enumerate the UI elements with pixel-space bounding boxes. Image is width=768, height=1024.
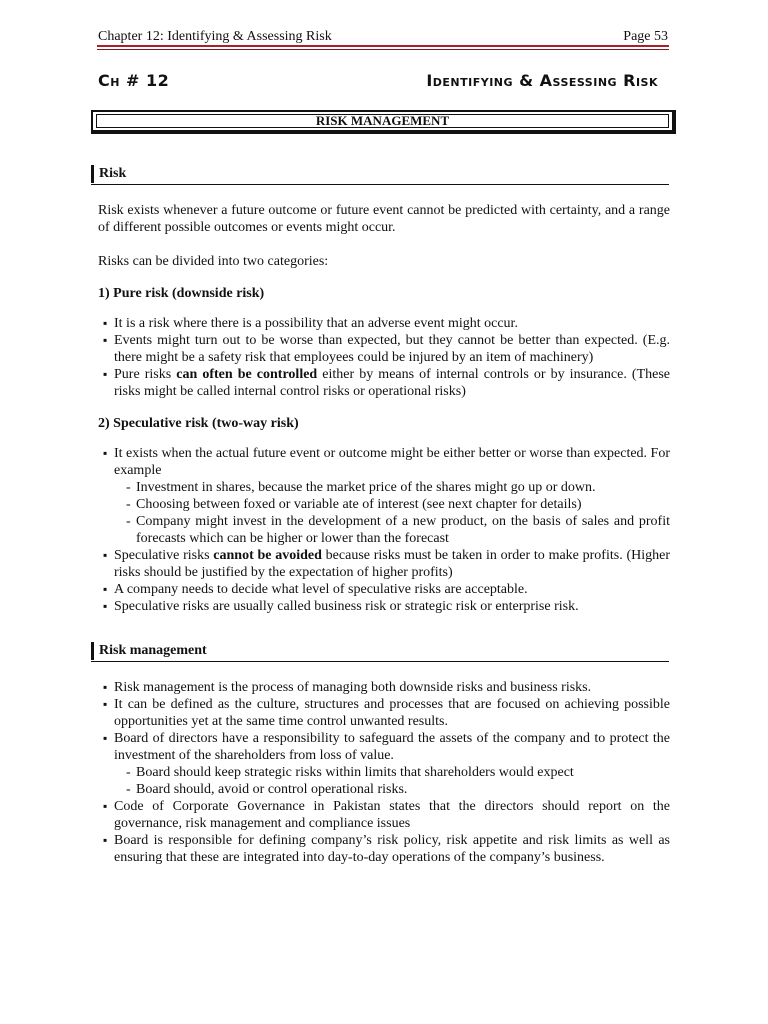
heading-bar [91, 165, 94, 183]
list-item: ▪ A company needs to decide what level of speculative risks are acceptable. [98, 581, 670, 598]
speculative-risk-list [98, 445, 670, 615]
list-item [98, 547, 670, 581]
heading-bar [91, 642, 94, 660]
running-header [98, 25, 668, 45]
section-banner [91, 110, 676, 134]
list-item-text: because risks must be taken in order to make profits. (Higher risks should be justified by the expectation of higher profits) [114, 548, 670, 580]
section-heading-risk-management [91, 642, 669, 662]
chapter-title: Identifying & Assessing Risk [426, 70, 658, 90]
emphasis-text: can often be controlled [176, 367, 318, 382]
list-item: ▪ Code of Corporate Governance in Pakistan states that the directors should report on the governance, risk management and compliance issues [98, 798, 670, 832]
list-item: ▪ Board of directors have a responsibility to safeguard the assets of the company and to protect the investment of the shareholders from loss of value. [98, 730, 670, 764]
risk-intro-paragraph: Risk exists whenever a future outcome or future event cannot be predicted with certainty, and a range of different possible outcomes or events might occur. [98, 203, 670, 235]
speculative-risk-heading: 2) Speculative risk (two-way risk) [98, 416, 299, 431]
list-item: ▪ It exists when the actual future event or outcome might be either better or worse than expected. For example [98, 445, 670, 479]
list-item-text: Speculative risks [114, 548, 214, 563]
list-item: ▪ Risk management is the process of managing both downside risks and business risks. [98, 679, 670, 696]
list-item [98, 366, 670, 400]
list-item: ▪ Events might turn out to be worse than expected, but they cannot be better than expected. (E.g. there might be a safety risk that employees could be injured by an item of machinery) [98, 332, 670, 366]
running-title: Chapter 12: Identifying & Assessing Risk [98, 29, 332, 44]
chapter-heading [98, 68, 658, 92]
sub-list-item: - Company might invest in the development of a new product, on the basis of sales and profit forecasts which can be higher or lower than the forecast [98, 513, 670, 547]
categories-intro: Risks can be divided into two categories: [98, 254, 329, 269]
emphasis-text: cannot be avoided [213, 548, 322, 563]
risk-management-list [98, 679, 670, 866]
page-number: Page 53 [623, 29, 668, 44]
list-item-text: either by means of internal controls or by insurance. (These risks might be called internal control risks or operational risks) [114, 367, 670, 399]
list-item: ▪ It can be defined as the culture, structures and processes that are focused on achieving possible opportunities yet at the same time control unwanted results. [98, 696, 670, 730]
sub-list-item: - Investment in shares, because the market price of the shares might go up or down. [98, 479, 670, 496]
section-heading-label: Risk [99, 166, 127, 181]
list-item: ▪ Speculative risks are usually called business risk or strategic risk or enterprise risk. [98, 598, 670, 615]
pure-risk-list [98, 315, 670, 400]
list-item-text: Pure risks [114, 367, 177, 382]
sub-list-item: - Board should, avoid or control operational risks. [98, 781, 670, 798]
pure-risk-heading: 1) Pure risk (downside risk) [98, 286, 265, 301]
chapter-number: Ch # 12 [98, 70, 170, 90]
sub-list-item: - Choosing between foxed or variable ate of interest (see next chapter for details) [98, 496, 670, 513]
header-rule [97, 45, 669, 47]
section-heading-risk [91, 165, 669, 185]
list-item: ▪ Board is responsible for defining company’s risk policy, risk appetite and risk limits as well as ensuring that these are integrated into day-to-day operations of the company’s business. [98, 832, 670, 866]
header-rule-thin [97, 49, 669, 50]
banner-title: RISK MANAGEMENT [315, 113, 450, 128]
sub-list-item: - Board should keep strategic risks within limits that shareholders would expect [98, 764, 670, 781]
section-heading-label: Risk management [99, 643, 207, 658]
list-item: ▪ It is a risk where there is a possibility that an adverse event might occur. [98, 315, 670, 332]
